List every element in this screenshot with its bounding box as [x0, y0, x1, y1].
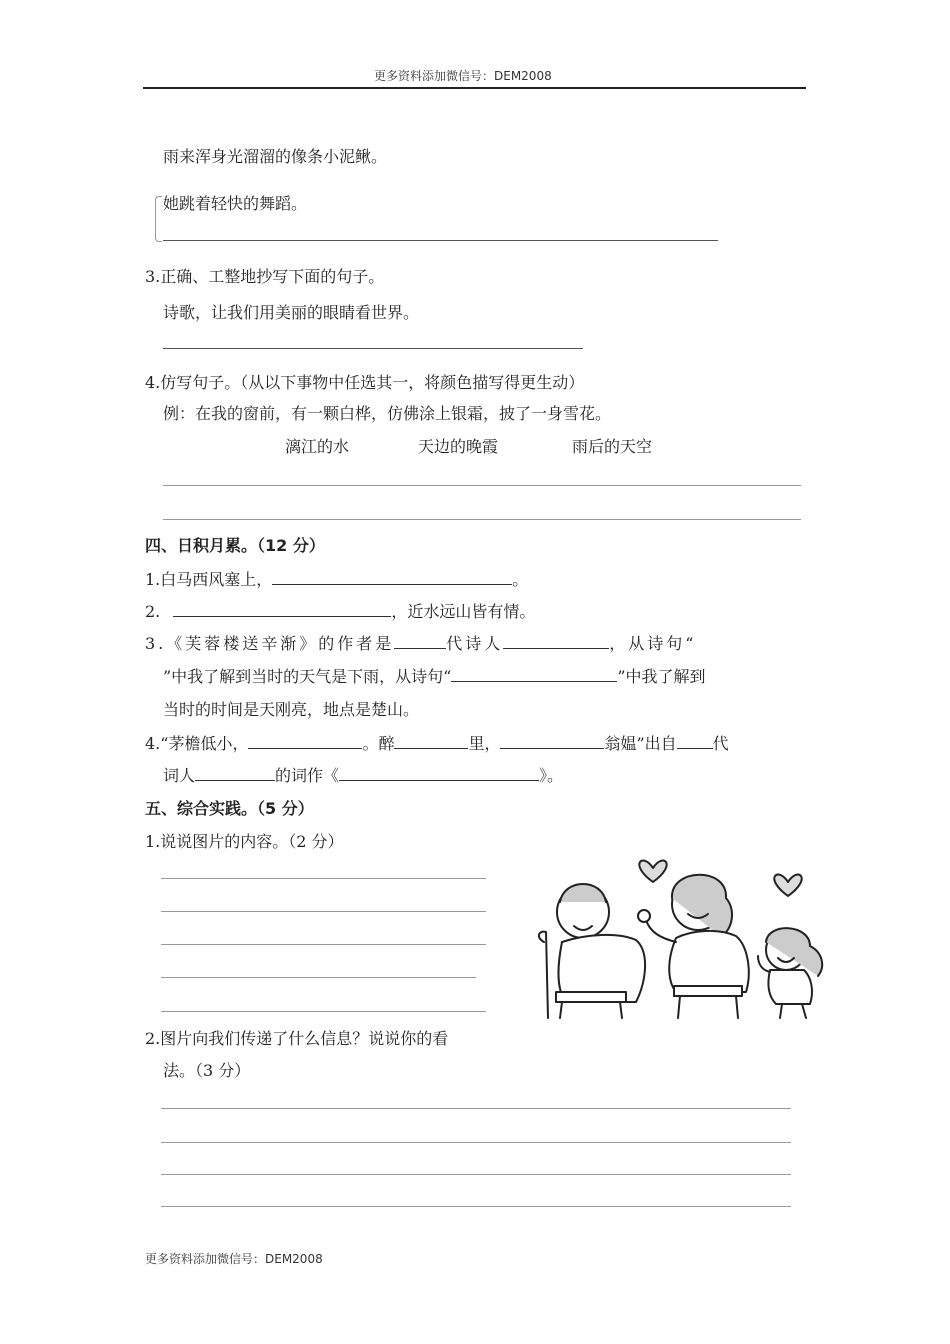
answer-line[interactable] — [161, 1011, 486, 1012]
s4-q3-text-b: 代诗人 — [446, 634, 504, 653]
s4-q4-text-h: 》。 — [539, 766, 564, 785]
s5-question-1: 1.说说图片的内容。（2 分） — [145, 832, 344, 851]
blank[interactable] — [394, 633, 446, 649]
answer-line[interactable] — [161, 977, 476, 978]
s4-q3-text-c: ，从诗句“ — [609, 634, 697, 653]
s4-q4-text-b: 。醉 — [362, 734, 395, 753]
answer-line[interactable] — [161, 944, 486, 945]
s4-q4-text-g: 的词作《 — [275, 766, 340, 785]
blank[interactable] — [503, 633, 609, 649]
blank[interactable] — [500, 733, 604, 749]
page-footer: 更多资料添加微信号：DEM2008 — [145, 1252, 323, 1266]
s4-q1-text-a: 1.白马西风塞上， — [145, 570, 273, 589]
s4-q4-text-f: 词人 — [163, 766, 196, 785]
s4-question-4-line-2 — [163, 763, 563, 786]
answer-line[interactable] — [161, 1174, 791, 1175]
question-4-example: 例：在我的窗前，有一颗白桦，仿佛涂上银霜，披了一身雪花。 — [163, 404, 612, 423]
s4-question-3-line-2 — [163, 664, 706, 687]
option-1: 漓江的水 — [285, 437, 350, 456]
heart-icon — [639, 861, 666, 882]
s4-q4-text-c: 里， — [468, 734, 501, 753]
blank[interactable] — [677, 733, 713, 749]
answer-line[interactable] — [163, 485, 801, 486]
section-4-title: 四、日积月累。（12 分） — [145, 536, 325, 555]
page-header: 更多资料添加微信号：DEM2008 — [374, 69, 552, 83]
answer-line[interactable] — [163, 519, 801, 520]
s4-q1-text-b: 。 — [512, 570, 529, 589]
s4-q3-text-a: 3.《芙蓉楼送辛渐》的作者是 — [145, 634, 395, 653]
blank[interactable] — [394, 733, 468, 749]
s4-question-3-line-3: 当时的时间是天刚亮，地点是楚山。 — [163, 700, 420, 719]
answer-line[interactable] — [161, 1206, 791, 1207]
s5-question-2-line-2: 法。（3 分） — [163, 1061, 251, 1080]
s4-q3-text-e: ”中我了解到 — [617, 667, 706, 686]
question-3-label: 3.正确、工整地抄写下面的句子。 — [145, 267, 385, 286]
answer-line[interactable] — [163, 348, 583, 349]
s4-q4-text-d: 翁媪”出自 — [604, 734, 677, 753]
question-4-label: 4.仿写句子。（从以下事物中任选其一，将颜色描写得更生动） — [145, 373, 585, 392]
answer-line[interactable] — [161, 1108, 791, 1109]
s4-q2-text-a: 2. — [145, 602, 161, 621]
answer-line[interactable] — [161, 1142, 791, 1143]
continued-line-2: 她跳着轻快的舞蹈。 — [163, 194, 308, 213]
continued-line-1: 雨来浑身光溜溜的像条小泥鳅。 — [163, 147, 388, 166]
blank[interactable] — [195, 765, 275, 781]
option-3: 雨后的天空 — [572, 437, 653, 456]
section-5-title: 五、综合实践。（5 分） — [145, 799, 314, 818]
answer-line[interactable] — [161, 911, 486, 912]
s4-q2-text-b: ，近水远山皆有情。 — [391, 602, 536, 621]
answer-line[interactable] — [163, 240, 718, 241]
blank[interactable] — [272, 569, 512, 585]
s4-question-4-line-1 — [145, 731, 729, 754]
s4-question-1 — [145, 567, 528, 590]
heart-icon — [774, 875, 801, 896]
s5-question-2-line-1: 2.图片向我们传递了什么信息？说说你的看 — [145, 1029, 449, 1048]
option-2: 天边的晚霞 — [418, 437, 499, 456]
s4-q4-text-a: 4.“茅檐低小， — [145, 734, 249, 753]
answer-line[interactable] — [161, 878, 486, 879]
s4-q4-text-e: 代 — [712, 734, 729, 753]
s4-question-2 — [145, 599, 535, 622]
blank[interactable] — [173, 601, 391, 617]
blank[interactable] — [451, 666, 617, 682]
blank[interactable] — [339, 765, 539, 781]
family-illustration — [526, 842, 838, 1024]
s4-question-3-line-1 — [145, 631, 696, 654]
blank[interactable] — [248, 733, 362, 749]
question-3-sentence: 诗歌，让我们用美丽的眼睛看世界。 — [163, 303, 420, 322]
s4-q3-text-d: ”中我了解到当时的天气是下雨，从诗句“ — [163, 667, 452, 686]
header-rule — [143, 87, 806, 89]
brace-mark — [155, 196, 162, 242]
